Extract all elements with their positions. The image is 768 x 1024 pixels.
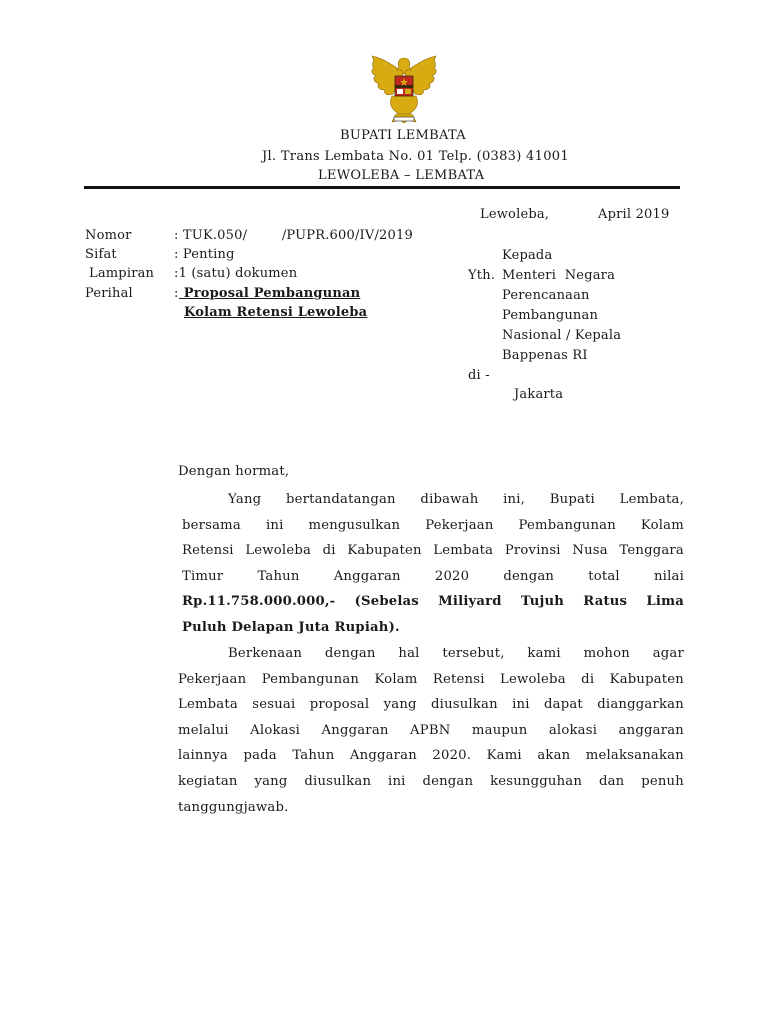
recipient-line4: Nasional / Kepala	[502, 328, 622, 343]
word: bertandatangan	[285, 492, 396, 507]
word: nilai	[653, 568, 684, 584]
p1-line	[182, 538, 684, 564]
word: Kolam	[640, 517, 684, 533]
p1-line	[182, 487, 684, 513]
letterhead-city: LEWOLEBA – LEMBATA	[318, 168, 485, 183]
p1-line	[182, 564, 684, 590]
word: ini	[512, 697, 530, 713]
word: proposal	[309, 697, 370, 713]
word: bersama	[182, 517, 241, 533]
word: Rp.11.758.000.000,-	[182, 594, 336, 610]
p2-line	[178, 667, 684, 693]
word: Ratus	[583, 594, 628, 610]
word: diusulkan	[304, 773, 372, 789]
word: anggaran	[618, 722, 684, 738]
word: Alokasi	[250, 722, 301, 738]
p1-last-line: Puluh Delapan Juta Rupiah).	[182, 619, 400, 635]
recipient-di: di -	[468, 368, 490, 383]
word: dan	[598, 773, 625, 789]
date-place: Lewoleba,	[480, 207, 550, 222]
word: dapat	[544, 697, 583, 713]
word: yang	[254, 773, 288, 789]
word: kami	[527, 646, 561, 661]
letterhead-address: Jl. Trans Lembata No. 01 Telp. (0383) 41001	[262, 149, 569, 164]
word: Nusa	[572, 543, 608, 559]
word: Pekerjaan	[425, 517, 494, 533]
word: Anggaran	[321, 722, 389, 738]
letterhead-divider	[84, 186, 680, 189]
word: Kolam	[374, 671, 418, 687]
word: Anggaran	[333, 568, 401, 584]
p1-line-amount	[182, 589, 684, 615]
word: Lewoleba	[245, 543, 312, 559]
word: lainnya	[178, 748, 228, 764]
word: Kabupaten	[347, 543, 422, 559]
word: dianggarkan	[597, 697, 684, 713]
word: Tenggara	[619, 543, 684, 559]
word: diusulkan	[431, 697, 498, 713]
p2-line	[178, 769, 684, 795]
word: Lima	[646, 594, 684, 610]
word: Lewoleba	[500, 671, 566, 687]
word: 2020	[434, 568, 470, 584]
word: Pekerjaan	[178, 671, 247, 687]
word: Retensi	[432, 671, 485, 687]
recipient-line3: Pembangunan	[502, 308, 599, 323]
p2-line	[178, 692, 684, 718]
paragraph-1	[182, 487, 684, 641]
word: Yang	[228, 492, 262, 507]
word: Anggaran	[349, 748, 417, 764]
word: penuh	[641, 773, 684, 789]
word: Lembata	[433, 543, 494, 559]
perihal-colon: :	[174, 286, 179, 301]
word: Lembata	[178, 697, 238, 713]
word: Berkenaan	[228, 646, 303, 661]
word: APBN	[410, 722, 451, 738]
word: Timur	[182, 568, 224, 584]
word: dengan	[324, 646, 376, 661]
sifat-value: : Penting	[174, 247, 235, 262]
recipient-yth: Yth.	[468, 268, 496, 283]
recipient-city: Jakarta	[514, 387, 564, 402]
word: dengan	[503, 568, 555, 584]
word: Kami	[486, 748, 522, 764]
word: akan	[537, 748, 571, 764]
word: alokasi	[548, 722, 598, 738]
recipient-line1: Menteri Negara	[502, 268, 616, 283]
recipient-line5: Bappenas RI	[502, 348, 588, 363]
word: maupun	[471, 722, 528, 738]
word: ini	[388, 773, 406, 789]
perihal-label: Perihal	[85, 286, 133, 301]
word: mengusulkan	[308, 517, 401, 533]
p1-line	[182, 513, 684, 539]
word: di	[581, 671, 595, 687]
word: Pembangunan	[518, 517, 616, 533]
word: tersebut,	[442, 646, 505, 661]
word: mohon	[583, 646, 630, 661]
perihal-line1: Proposal Pembangunan	[179, 286, 361, 301]
word: total	[588, 568, 620, 584]
salutation: Dengan hormat,	[178, 464, 290, 479]
word: sesuai	[252, 697, 296, 713]
word: 2020.	[432, 748, 472, 764]
nomor-label: Nomor	[85, 228, 132, 243]
lampiran-value: :1 (satu) dokumen	[174, 266, 298, 281]
letterhead-title: BUPATI LEMBATA	[340, 128, 466, 143]
p2-line	[178, 743, 684, 769]
word: kegiatan	[178, 773, 238, 789]
word: hal	[398, 646, 420, 661]
word: ini,	[503, 492, 526, 507]
word: Provinsi	[504, 543, 561, 559]
garuda-emblem	[366, 54, 442, 124]
word: melalui	[178, 722, 229, 738]
lampiran-label: Lampiran	[89, 266, 155, 281]
word: Tahun	[257, 568, 300, 584]
word: Tahun	[292, 748, 335, 764]
p2-line	[178, 718, 684, 744]
word: Retensi	[182, 543, 234, 559]
sifat-label: Sifat	[85, 247, 117, 262]
recipient-kepada: Kepada	[502, 248, 553, 263]
word: kesungguhan	[490, 773, 583, 789]
word: pada	[243, 748, 277, 764]
paragraph-2	[178, 641, 684, 820]
word: Pembangunan	[261, 671, 360, 687]
recipient-line2: Perencanaan	[502, 288, 590, 303]
word: Kabupaten	[609, 671, 684, 687]
p2-last-line: tanggungjawab.	[178, 799, 289, 815]
word: agar	[652, 646, 684, 661]
word: (Sebelas	[354, 594, 419, 610]
p2-line	[178, 641, 684, 667]
word: Tujuh	[520, 594, 565, 610]
nomor-value: : TUK.050/ /PUPR.600/IV/2019	[174, 228, 413, 243]
date-month-year: April 2019	[598, 207, 670, 222]
word: Bupati	[549, 492, 595, 507]
word: melaksanakan	[585, 748, 684, 764]
word: dibawah	[420, 492, 479, 507]
word: dengan	[422, 773, 474, 789]
word: ini	[265, 517, 284, 533]
word: di	[322, 543, 336, 559]
word: yang	[383, 697, 417, 713]
word: Lembata,	[619, 492, 684, 507]
perihal-line2: Kolam Retensi Lewoleba	[184, 305, 368, 320]
word: Miliyard	[438, 594, 502, 610]
